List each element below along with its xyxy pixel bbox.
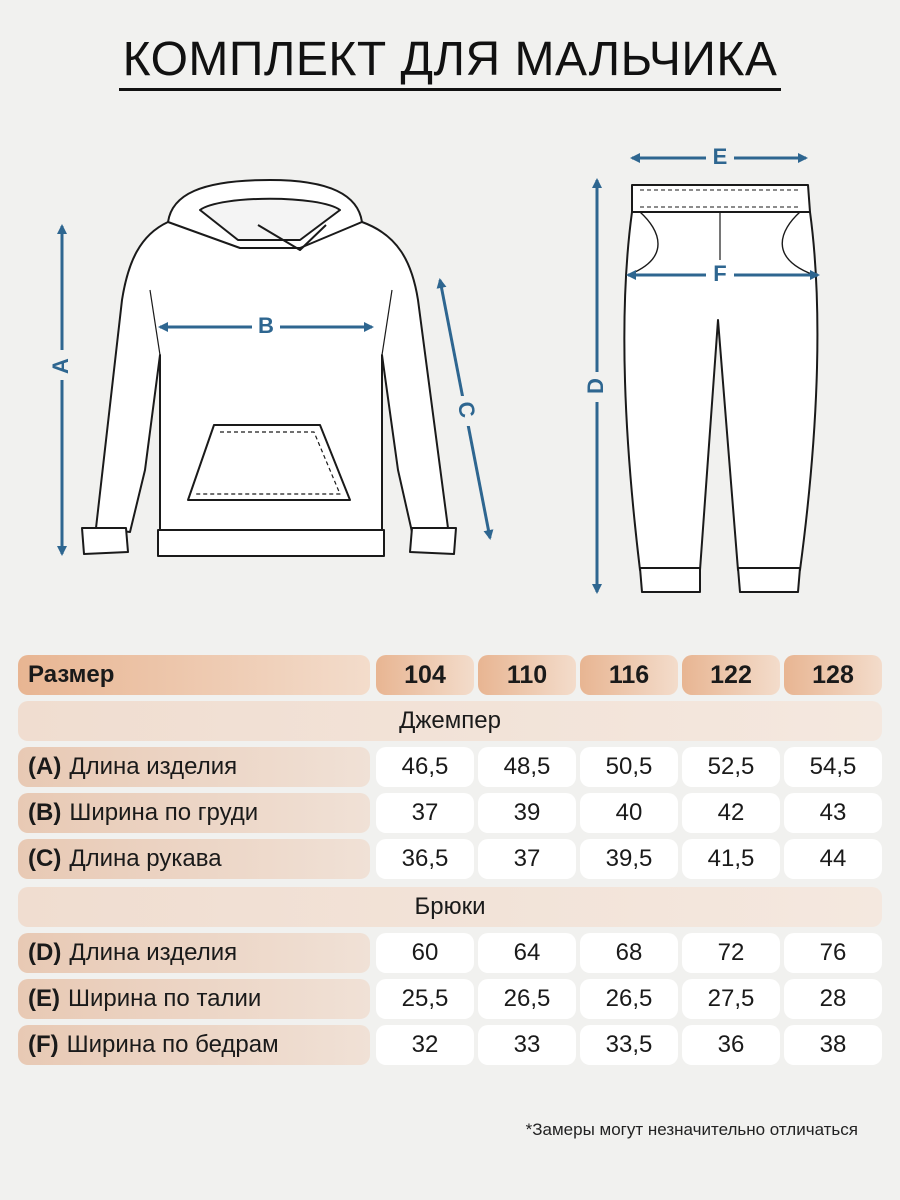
row-label-text: Ширина по груди xyxy=(69,799,259,826)
table-cell: 68 xyxy=(580,933,678,973)
table-row xyxy=(18,793,882,833)
table-cell: 36,5 xyxy=(376,839,474,879)
table-cell: 52,5 xyxy=(682,747,780,787)
size-128: 128 xyxy=(784,655,882,695)
table-cell: 39,5 xyxy=(580,839,678,879)
row-label xyxy=(18,933,370,973)
row-label xyxy=(18,839,370,879)
table-cell: 42 xyxy=(682,793,780,833)
row-code: (D) xyxy=(28,939,62,966)
table-cell: 27,5 xyxy=(682,979,780,1019)
size-110: 110 xyxy=(478,655,576,695)
row-label-text: Длина изделия xyxy=(69,753,238,780)
measure-d-label: D xyxy=(582,378,608,394)
row-code: (C) xyxy=(28,845,62,872)
row-label-text: Ширина по бедрам xyxy=(66,1031,279,1058)
table-cell: 37 xyxy=(478,839,576,879)
table-cell: 25,5 xyxy=(376,979,474,1019)
row-label xyxy=(18,979,370,1019)
garment-illustrations xyxy=(0,130,900,610)
measure-c-label: C xyxy=(452,399,481,420)
table-cell: 39 xyxy=(478,793,576,833)
table-cell: 33,5 xyxy=(580,1025,678,1065)
size-122: 122 xyxy=(682,655,780,695)
table-row xyxy=(18,979,882,1019)
row-code: (B) xyxy=(28,799,62,826)
table-cell: 38 xyxy=(784,1025,882,1065)
table-row xyxy=(18,839,882,879)
row-label-text: Длина рукава xyxy=(69,845,222,872)
table-cell: 48,5 xyxy=(478,747,576,787)
table-cell: 44 xyxy=(784,839,882,879)
row-label-text: Длина изделия xyxy=(69,939,238,966)
measure-e-label: E xyxy=(712,143,728,169)
measure-a-label: A xyxy=(47,358,73,374)
table-cell: 43 xyxy=(784,793,882,833)
table-cell: 32 xyxy=(376,1025,474,1065)
size-header-row xyxy=(18,655,882,695)
table-cell: 76 xyxy=(784,933,882,973)
table-cell: 64 xyxy=(478,933,576,973)
table-cell: 28 xyxy=(784,979,882,1019)
page-title: КОМПЛЕКТ ДЛЯ МАЛЬЧИКА xyxy=(0,32,900,91)
row-code: (F) xyxy=(28,1031,59,1058)
row-label xyxy=(18,1025,370,1065)
footnote: *Замеры могут незначительно отличаться xyxy=(525,1120,858,1139)
hoodie-drawing xyxy=(82,180,456,556)
table-cell: 60 xyxy=(376,933,474,973)
size-116: 116 xyxy=(580,655,678,695)
table-row xyxy=(18,1025,882,1065)
table-row xyxy=(18,933,882,973)
measure-f-label: F xyxy=(713,260,727,286)
table-cell: 46,5 xyxy=(376,747,474,787)
measure-b-label: B xyxy=(258,312,274,338)
table-cell: 41,5 xyxy=(682,839,780,879)
size-104: 104 xyxy=(376,655,474,695)
row-code: (A) xyxy=(28,753,62,780)
table-cell: 36 xyxy=(682,1025,780,1065)
section-pants: Брюки xyxy=(18,887,882,927)
section-jumper: Джемпер xyxy=(18,701,882,741)
pants-drawing xyxy=(624,185,817,592)
row-label xyxy=(18,793,370,833)
table-cell: 33 xyxy=(478,1025,576,1065)
row-label-text: Ширина по талии xyxy=(68,985,262,1012)
table-cell: 37 xyxy=(376,793,474,833)
table-cell: 26,5 xyxy=(478,979,576,1019)
row-label xyxy=(18,747,370,787)
table-row xyxy=(18,747,882,787)
table-cell: 40 xyxy=(580,793,678,833)
size-header-label: Размер xyxy=(18,655,370,695)
table-cell: 72 xyxy=(682,933,780,973)
row-code: (E) xyxy=(28,985,60,1012)
table-cell: 54,5 xyxy=(784,747,882,787)
table-cell: 50,5 xyxy=(580,747,678,787)
table-cell: 26,5 xyxy=(580,979,678,1019)
